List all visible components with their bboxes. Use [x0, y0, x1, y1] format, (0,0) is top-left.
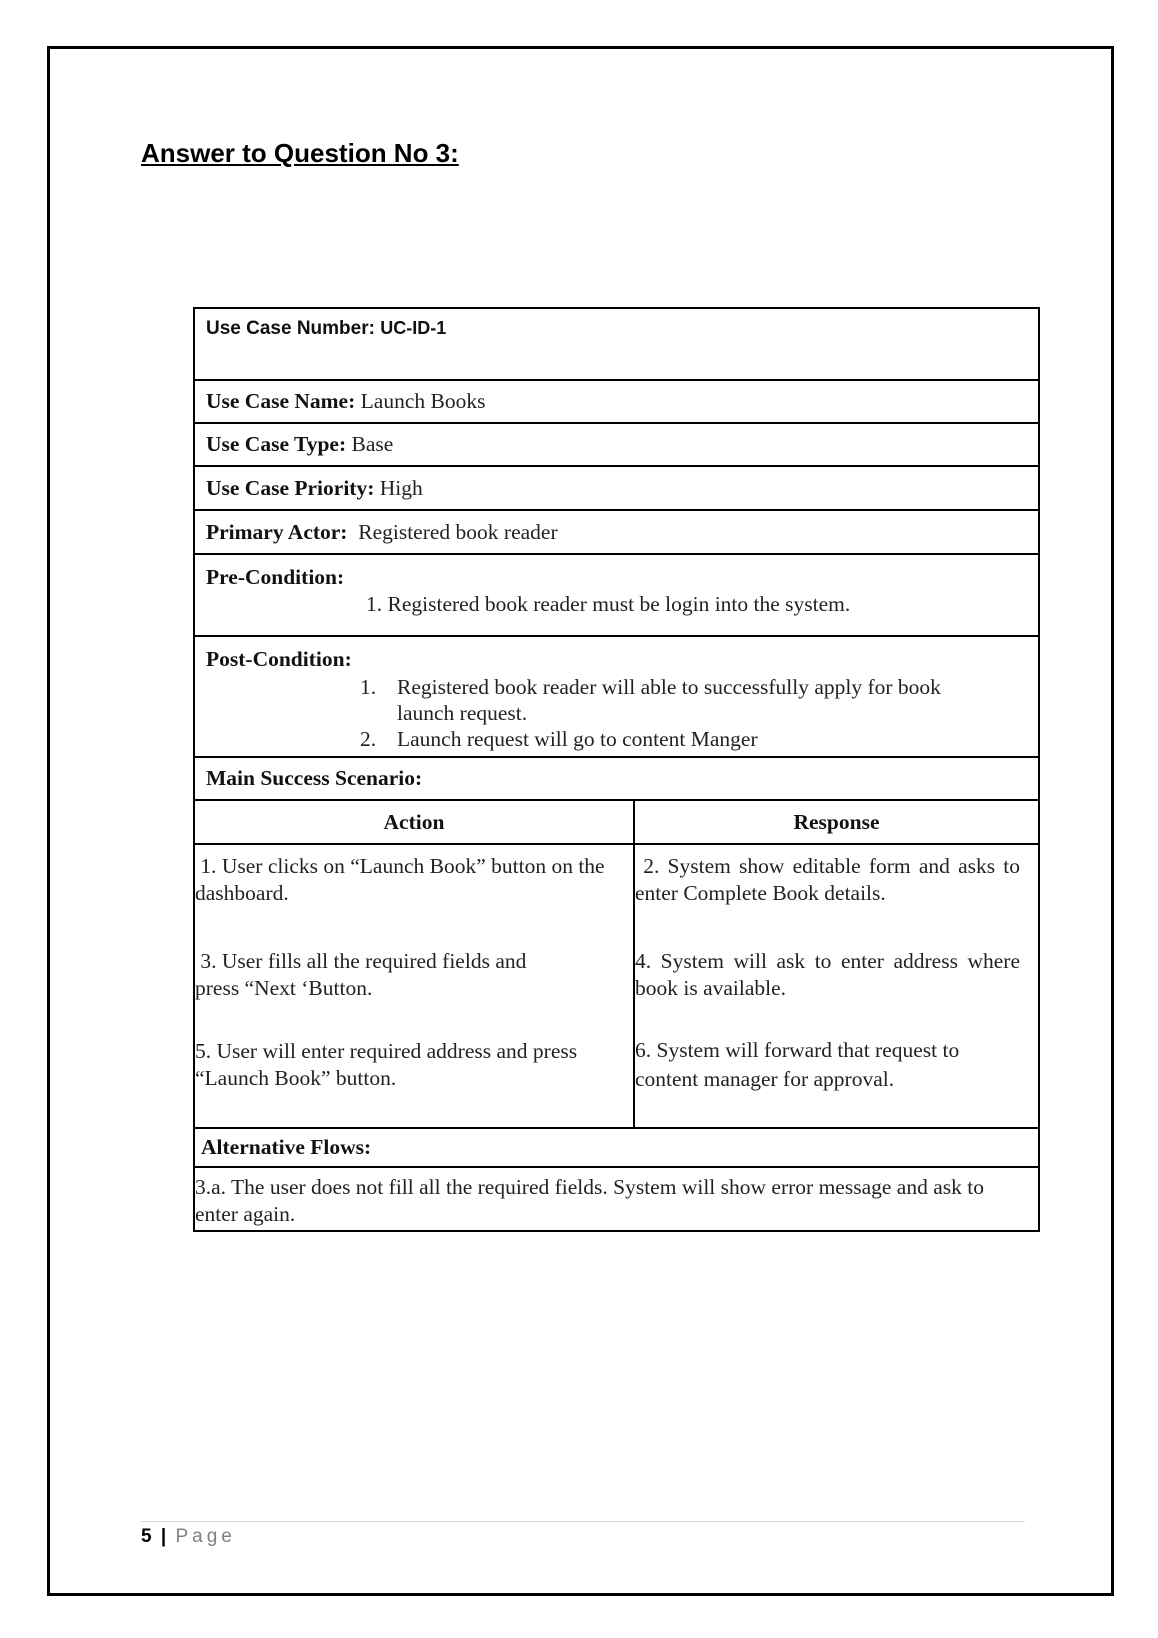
- main-success-scenario-label: Main Success Scenario:: [206, 766, 423, 790]
- alternative-flows-label: Alternative Flows:: [201, 1135, 372, 1159]
- response-step: 6. System will forward that request to content manager for approval.: [635, 1038, 960, 1091]
- response-column: [635, 845, 1038, 1127]
- post-condition-label: Post-Condition:: [206, 647, 352, 671]
- use-case-priority-label: Use Case Priority:: [206, 476, 375, 500]
- response-step: 2. System show editable form and asks to enter Complete Book details.: [635, 854, 1026, 905]
- use-case-name-value: Launch Books: [360, 389, 486, 413]
- page-number: 5: [141, 1526, 152, 1547]
- scenario-steps-row: [195, 845, 1038, 1129]
- use-case-type-value: Base: [351, 432, 394, 456]
- action-header: Action: [195, 801, 635, 843]
- use-case-name-label: Use Case Name:: [206, 389, 356, 413]
- page-heading: Answer to Question No 3:: [141, 138, 459, 168]
- footer-divider: [141, 1521, 1025, 1522]
- pre-condition-item: 1. Registered book reader must be login into the system.: [366, 592, 851, 616]
- response-header: Response: [793, 810, 880, 834]
- footer-separator: |: [160, 1526, 167, 1547]
- primary-actor-row: [195, 511, 1038, 555]
- scenario-header-row: [195, 801, 1038, 845]
- primary-actor-label: Primary Actor:: [206, 520, 348, 544]
- use-case-number-row: [195, 309, 1038, 381]
- use-case-name-row: [195, 381, 1038, 424]
- use-case-priority-row: [195, 467, 1038, 511]
- alternative-flows-row: [195, 1129, 1038, 1168]
- response-step: 4. System will ask to enter address where book is available.: [635, 949, 1020, 1000]
- post-condition-list: [360, 674, 1000, 752]
- use-case-type-label: Use Case Type:: [206, 432, 347, 456]
- action-step: 1. User clicks on “Launch Book” button on the dashboard.: [195, 854, 610, 905]
- post-condition-item: 2. Launch request will go to content Manger: [360, 727, 758, 751]
- pre-condition-label: Pre-Condition:: [206, 565, 345, 589]
- use-case-type-row: [195, 424, 1038, 467]
- use-case-number-label: Use Case Number:: [206, 318, 375, 339]
- post-condition-row: [195, 637, 1038, 758]
- primary-actor-value: Registered book reader: [358, 520, 558, 544]
- action-column: [195, 845, 635, 1127]
- post-condition-item: 1. Registered book reader will able to successfully apply for book launch request.: [360, 675, 941, 725]
- action-step: 5. User will enter required address and press “Launch Book” button.: [195, 1039, 583, 1090]
- alternative-flows-text-row: [195, 1168, 1038, 1230]
- use-case-number-value: UC-ID-1: [380, 318, 447, 338]
- page-footer: [141, 1526, 236, 1548]
- main-success-scenario-row: [195, 758, 1038, 801]
- alternative-flows-text: 3.a. The user does not fill all the required fields. System will show error message and ask to enter again.: [195, 1175, 984, 1226]
- use-case-table: [193, 307, 1040, 1232]
- page-word: Page: [175, 1526, 236, 1547]
- pre-condition-row: [195, 555, 1038, 637]
- use-case-priority-value: High: [379, 476, 423, 500]
- action-step: 3. User fills all the required fields and press “Next ‘Button.: [195, 949, 532, 1000]
